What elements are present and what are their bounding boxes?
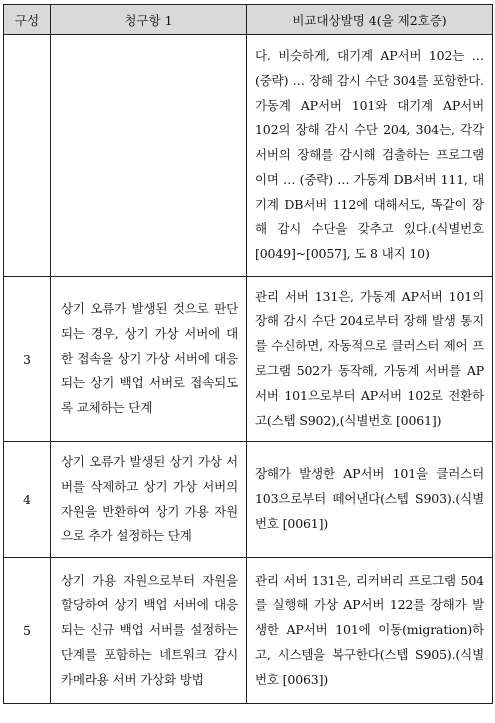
row-number: 4 — [4, 442, 51, 558]
header-composition: 구성 — [4, 5, 51, 35]
claim-comparison-table — [3, 4, 493, 704]
comparison-text: 장해가 발생한 AP서버 101을 클러스터 103으로부터 떼어낸다(스텝 S903).(식별번호 [0061]) — [247, 442, 493, 558]
header-claim-1: 청구항 1 — [51, 5, 247, 35]
row-number: 3 — [4, 277, 51, 442]
table-row — [4, 35, 493, 277]
claim-text — [51, 35, 247, 277]
comparison-text: 다. 비슷하게, 대기계 AP서버 102는 … (중략) … 장해 감시 수단 304를 포함한다. 가동계 AP서버 101와 대기계 AP서버 102의 장해 감시 수단 204, 304는, 각각 서버의 장해를 감시해 검출하는 프로그램이며 … (중략) … 가동계 DB서버 111, 대기계 DB서버 112에 대해서도, 똑같이 장해 감시 수단을 갖추고 있다.(식별번호 [0049]~[0057], 도 8 내지 10) — [247, 35, 493, 277]
header-row — [4, 5, 493, 35]
row-number: 5 — [4, 558, 51, 704]
comparison-text: 관리 서버 131은, 리커버리 프로그램 504를 실행해 가상 AP서버 122를 장해가 발생한 AP서버 101에 이동(migration)하고, 시스템을 복구한다(스텝 S905).(식별번호 [0063]) — [247, 558, 493, 704]
claim-text: 상기 오류가 발생된 것으로 판단되는 경우, 상기 가상 서버에 대한 접속을 상기 가상 서버에 대응되는 상기 백업 서버로 접속되도록 교체하는 단계 — [51, 277, 247, 442]
claim-text: 상기 가용 자원으로부터 자원을 할당하여 상기 백업 서버에 대응되는 신규 백업 서버를 설정하는 단계를 포함하는 네트워크 감시 카메라용 서버 가상화 방법 — [51, 558, 247, 704]
table-row — [4, 442, 493, 558]
header-comparative-invention: 비교대상발명 4(을 제2호증) — [247, 5, 493, 35]
claim-text: 상기 오류가 발생된 상기 가상 서버를 삭제하고 상기 가상 서버의 자원을 반환하여 상기 가용 자원으로 추가 설정하는 단계 — [51, 442, 247, 558]
row-number — [4, 35, 51, 277]
table-row — [4, 277, 493, 442]
comparison-text: 관리 서버 131은, 가동계 AP서버 101의 장해 감시 수단 204로부터 장해 발생 통지를 수신하면, 자동적으로 클러스터 제어 프로그램 502가 동작해, 가동계 서버를 AP서버 101으로부터 AP서버 102로 전환하고(스텝 S902),(식별번호 [0061]) — [247, 277, 493, 442]
table-row — [4, 558, 493, 704]
